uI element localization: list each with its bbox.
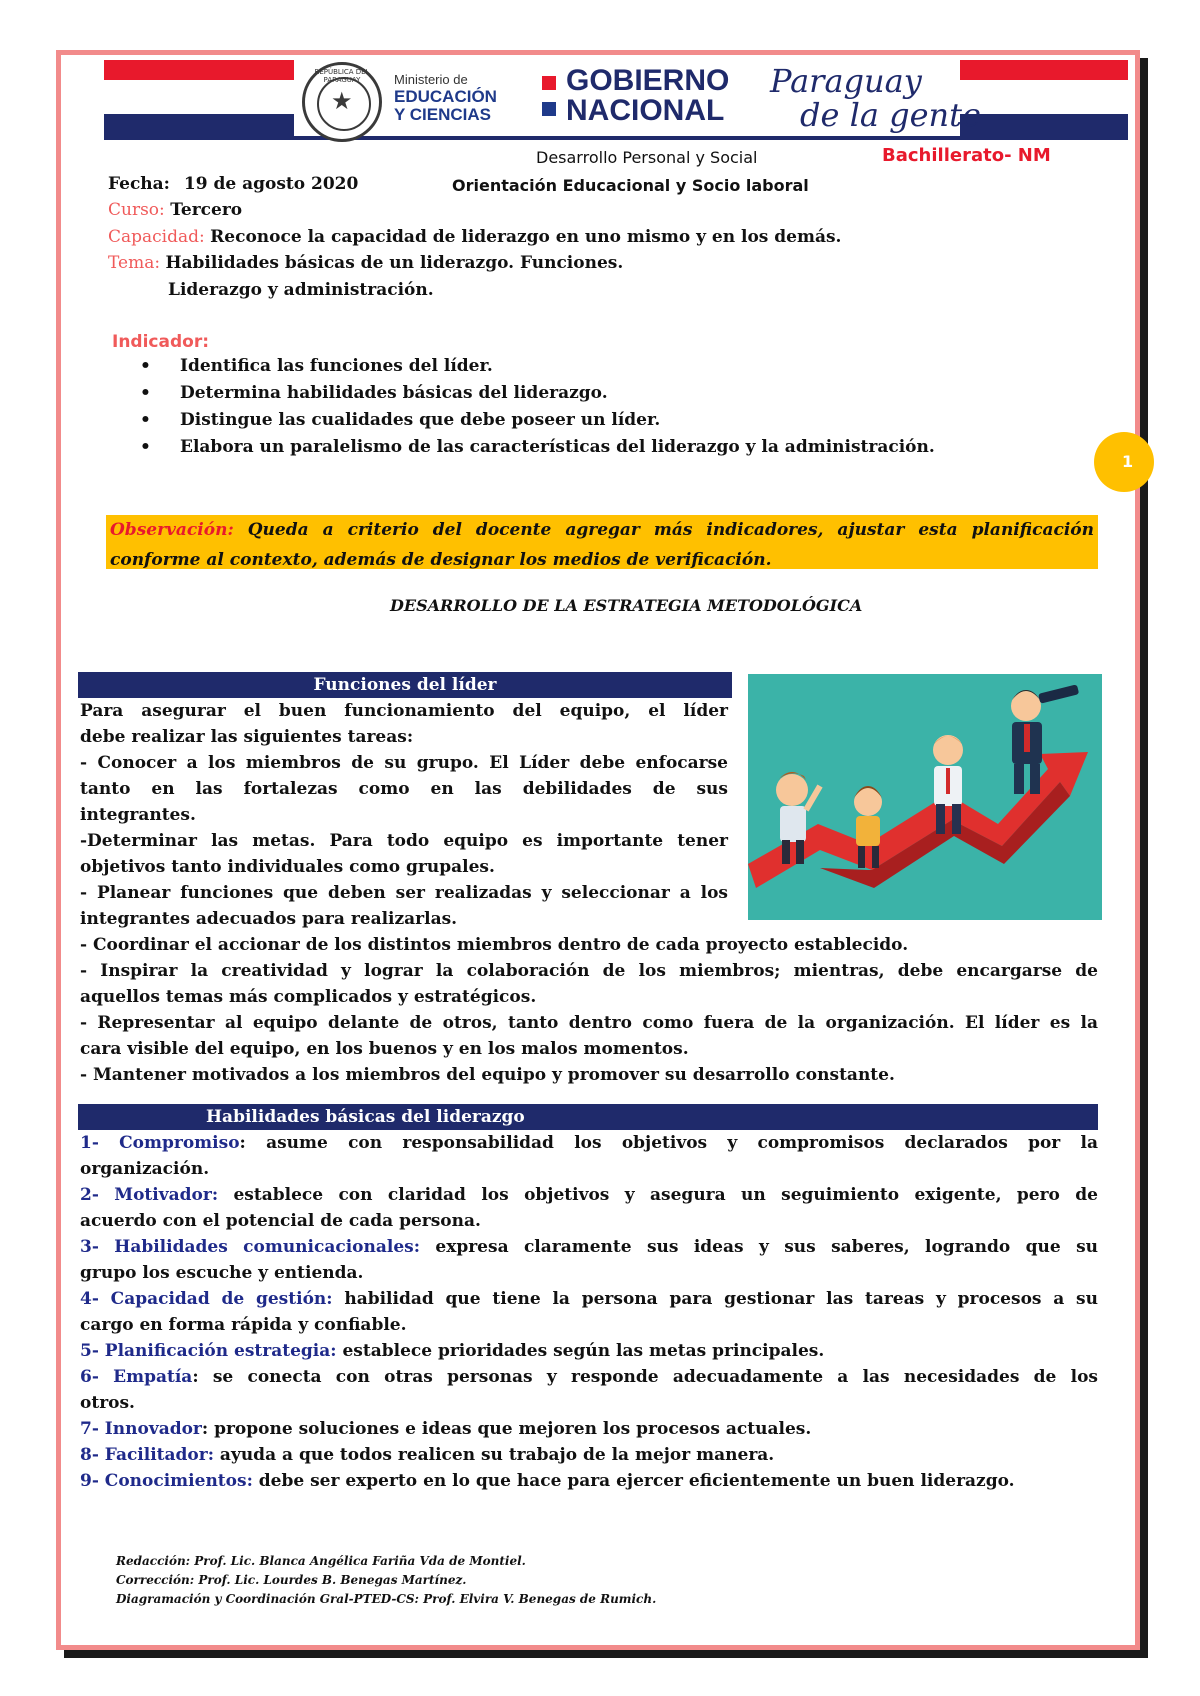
list-item: • Identifica las funciones del líder.: [140, 356, 935, 383]
habilidad-line: acuerdo con el potencial de cada persona.: [80, 1211, 481, 1231]
funciones-text-narrow: [80, 698, 728, 932]
funciones-line: debe realizar las siguientes tareas:: [80, 727, 414, 747]
ministry-line2: Y CIENCIAS: [394, 105, 491, 124]
curso-label: Curso:: [108, 200, 165, 220]
habilidad-line: cargo en forma rápida y confiable.: [80, 1315, 407, 1335]
fecha-value: 19 de agosto 2020: [183, 174, 359, 194]
habilidad-line: 2- Motivador: establece con claridad los objetivos y asegura un seguimiento exigente, pero de: [80, 1185, 1098, 1205]
habilidad-title: 2- Motivador:: [80, 1185, 219, 1205]
header-stripe-underline: [104, 136, 1128, 140]
page-number: 1: [1122, 452, 1134, 471]
habilidad-line: 8- Facilitador: ayuda a que todos realicen su trabajo de la mejor manera.: [80, 1445, 775, 1465]
observation-line2: conforme al contexto, además de designar los medios de verificación.: [110, 550, 772, 570]
subject-area: Desarrollo Personal y Social: [536, 148, 758, 167]
subject-orientation: Orientación Educacional y Socio laboral: [452, 176, 809, 195]
habilidades-list: [80, 1130, 1098, 1494]
capacidad-row: [108, 227, 841, 247]
funciones-line: cara visible del equipo, en los buenos y en los malos momentos.: [80, 1039, 689, 1059]
habilidad-line: organización.: [80, 1159, 210, 1179]
credit-line: Diagramación y Coordinación Gral-PTED-CS: Prof. Elvira V. Benegas de Rumich.: [116, 1592, 657, 1606]
star-icon: ★: [331, 87, 353, 115]
funciones-line: -Determinar las metas. Para todo equipo es importante tener: [80, 831, 728, 851]
list-item: • Elabora un paralelismo de las características del liderazgo y la administración.: [140, 437, 935, 464]
fecha-row: [108, 174, 358, 194]
section-title: DESARROLLO DE LA ESTRATEGIA METODOLÓGICA: [390, 596, 863, 615]
credit-line: Corrección: Prof. Lic. Lourdes B. Benegas Martínez.: [116, 1573, 467, 1587]
observation-label: Observación:: [110, 520, 234, 540]
habilidades-heading: Habilidades básicas del liderazgo: [78, 1104, 1098, 1130]
tema-label: Tema:: [108, 253, 161, 273]
habilidad-title: 3- Habilidades comunicacionales:: [80, 1237, 421, 1257]
ministry-line1: EDUCACIÓN: [394, 87, 497, 106]
funciones-line: - Planear funciones que deben ser realizadas y seleccionar a los: [80, 883, 728, 903]
gov-square-red-icon: [542, 76, 556, 90]
habilidad-line: 1- Compromiso: asume con responsabilidad los objetivos y compromisos declarados por la: [80, 1133, 1098, 1153]
habilidad-title: 1- Compromiso: [80, 1133, 240, 1153]
habilidad-line: grupo los escuche y entienda.: [80, 1263, 364, 1283]
funciones-text-wide: [80, 932, 1098, 1088]
indicador-label: Indicador:: [112, 332, 210, 352]
gov-square-blue-icon: [542, 102, 556, 116]
header-stripe-red-right: [960, 60, 1128, 80]
tema-row: [108, 253, 623, 273]
funciones-line: objetivos tanto individuales como grupales.: [80, 857, 495, 877]
ministry-small-label: Ministerio de: [394, 72, 468, 87]
habilidad-line: 6- Empatía: se conecta con otras personas y responde adecuadamente a las necesidades de los: [80, 1367, 1098, 1387]
funciones-line: - Mantener motivados a los miembros del equipo y promover su desarrollo constante.: [80, 1065, 895, 1085]
slogan-line2: de la gente: [800, 96, 981, 134]
observation-box: [106, 515, 1098, 569]
funciones-line: Para asegurar el buen funcionamiento del equipo, el líder: [80, 701, 728, 721]
funciones-line: aquellos temas más complicados y estratégicos.: [80, 987, 537, 1007]
curso-row: [108, 200, 242, 220]
credits: [116, 1552, 656, 1609]
funciones-line: integrantes.: [80, 805, 196, 825]
subject-level: Bachillerato- NM: [882, 145, 1051, 166]
fecha-label: Fecha:: [108, 174, 170, 194]
habilidad-line: 7- Innovador: propone soluciones e ideas que mejoren los procesos actuales.: [80, 1419, 812, 1439]
tema-value: Habilidades básicas de un liderazgo. Funciones.: [165, 253, 624, 273]
observation-line1: Queda a criterio del docente agregar más indicadores, ajustar esta planificación: [247, 520, 1094, 540]
habilidad-line: 3- Habilidades comunicacionales: expresa claramente sus ideas y sus saberes, logrando que su: [80, 1237, 1098, 1257]
list-item: • Determina habilidades básicas del liderazgo.: [140, 383, 935, 410]
leadership-illustration: [748, 674, 1102, 920]
funciones-heading: Funciones del líder: [78, 672, 732, 698]
funciones-line: - Conocer a los miembros de su grupo. El Líder debe enfocarse: [80, 753, 728, 773]
habilidad-title: 9- Conocimientos:: [80, 1471, 253, 1491]
seal-text: REPÚBLICA DEL PARAGUAY: [314, 68, 370, 84]
funciones-line: integrantes adecuados para realizarlas.: [80, 909, 458, 929]
capacidad-label: Capacidad:: [108, 227, 205, 247]
national-seal-logo: [302, 62, 382, 142]
habilidad-title: 7- Innovador: [80, 1419, 202, 1439]
list-item: • Distingue las cualidades que debe poseer un líder.: [140, 410, 935, 437]
habilidad-title: 5- Planificación estrategia:: [80, 1341, 337, 1361]
habilidad-title: 8- Facilitador:: [80, 1445, 215, 1465]
funciones-line: tanto en las fortalezas como en las debilidades de sus: [80, 779, 728, 799]
gov-line2: NACIONAL: [566, 94, 725, 127]
funciones-line: - Inspirar la creatividad y lograr la colaboración de los miembros; mientras, debe encargarse de: [80, 961, 1098, 981]
page-number-badge: [1094, 432, 1154, 492]
habilidad-line: 5- Planificación estrategia: establece prioridades según las metas principales.: [80, 1341, 825, 1361]
capacidad-value: Reconoce la capacidad de liderazgo en uno mismo y en los demás.: [210, 227, 842, 247]
habilidad-title: 6- Empatía: [80, 1367, 193, 1387]
ministry-name: [394, 88, 497, 124]
indicador-list: [140, 356, 935, 464]
curso-value: Tercero: [170, 200, 243, 220]
habilidad-line: 9- Conocimientos: debe ser experto en lo que hace para ejercer eficientemente un buen liderazgo.: [80, 1471, 1015, 1491]
growth-arrow-team-illustration: [748, 674, 1102, 920]
habilidad-title: 4- Capacidad de gestión:: [80, 1289, 333, 1309]
gov-logo-text: [566, 66, 729, 126]
tema-value-line2: Liderazgo y administración.: [168, 280, 434, 300]
habilidad-line: 4- Capacidad de gestión: habilidad que tiene la persona para gestionar las tareas y procesos a su: [80, 1289, 1098, 1309]
funciones-line: - Representar al equipo delante de otros, tanto dentro como fuera de la organización. El líder es la: [80, 1013, 1098, 1033]
header-stripe-red-left: [104, 60, 294, 80]
habilidad-line: otros.: [80, 1393, 135, 1413]
credit-line: Redacción: Prof. Lic. Blanca Angélica Fariña Vda de Montiel.: [116, 1554, 526, 1568]
funciones-line: - Coordinar el accionar de los distintos miembros dentro de cada proyecto establecido.: [80, 935, 909, 955]
slogan-line1: Paraguay: [770, 62, 922, 100]
gov-line1: GOBIERNO: [566, 64, 730, 97]
